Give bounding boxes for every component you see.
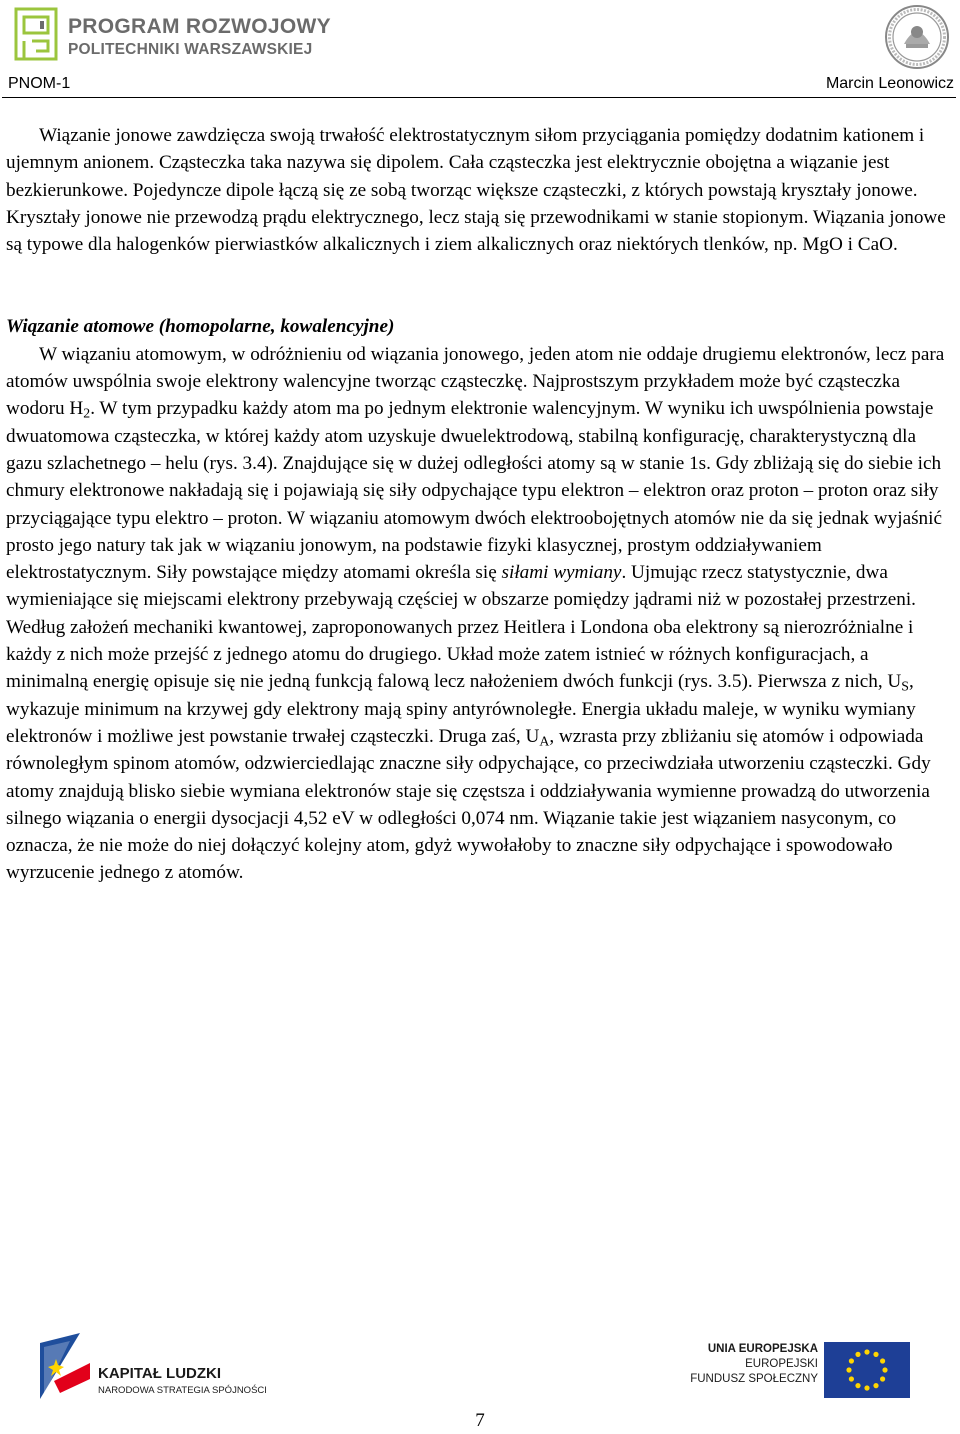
program-rozwojowy-mark-icon — [14, 7, 60, 61]
eu-fund-line-1: EUROPEJSKI — [745, 1358, 818, 1370]
program-rozwojowy-logo — [14, 7, 331, 65]
section-heading: Wiązanie atomowe (homopolarne, kowalencyjne) — [6, 316, 395, 338]
subscript-a: A — [539, 733, 550, 749]
eu-social-fund-text — [690, 1342, 818, 1387]
subscript-s: S — [901, 678, 909, 694]
eu-fund-line-2: FUNDUSZ SPOŁECZNY — [690, 1373, 818, 1385]
text-run: . Ujmując rzecz statystycznie, dwa wymieniające się miejscami elektrony przebywają częściej w obszarze pomiędzy jądrami niż w pozostałej przestrzeni. Według założeń mechaniki kwantowej, zaproponowanych przez Heitlera i Londona oba elektrony są nierozróżnialne i każdy z nich może przejść z jednego atomu do drugiego. Układ może zatem istnieć w różnych konfiguracjach, a minimalną energię opisuje się nie jedną funkcją falową lecz nałożeniem dwóch funkcji (rys. 3.5). Pierwsza z nich, U — [6, 562, 916, 693]
running-head — [2, 71, 956, 98]
kapital-ludzki-subtitle: NARODOWA STRATEGIA SPÓJNOŚCI — [98, 1385, 267, 1396]
document-body — [6, 122, 952, 887]
eu-social-fund-logo — [690, 1342, 910, 1394]
course-code: PNOM-1 — [8, 75, 71, 92]
text-run: . W tym przypadku każdy atom ma po jednym elektronie walencyjnym. W wyniku ich uwspólnienia powstaje dwuatomowa cząsteczka, w której każdy atom uzyskuje dwuelektrodową, stabilną konfigurację, charakterystyczną dla gazu szlachetnego – helu (rys. 3.4). Znajdujące się w dużej odległości atomy są w stanie 1s. Gdy zbliżają się do siebie ich chmury elektronowe nakładają się i pojawiają się siły odpychające typu elektron – elektron oraz proton – proton oraz siły przyciągające typu elektro – proton. W wiązaniu atomowym dwóch elektroobojętnych atomów nie da się jednak wyjaśnić prosto jego natury tak jak w wiązaniu jonowym, na podstawie fizyki klasycznej, prostym oddziaływaniem elektrostatycznym. Siły powstające między atomami określa się — [6, 398, 942, 584]
paragraph-spacer — [6, 258, 952, 313]
eu-title: UNIA EUROPEJSKA — [707, 1343, 818, 1355]
italic-term-exchange-forces: siłami wymiany — [501, 562, 622, 584]
kapital-ludzki-mark-icon — [40, 1333, 92, 1399]
university-seal-icon — [884, 4, 950, 70]
politechnika-warszawska-title: POLITECHNIKI WARSZAWSKIEJ — [68, 41, 313, 58]
paragraph-covalent-bond — [6, 341, 952, 887]
kapital-ludzki-title: KAPITAŁ LUDZKI — [98, 1365, 222, 1382]
kapital-ludzki-logo — [40, 1333, 300, 1399]
text-run: W wiązaniu atomowym, w odróżnieniu od wiązania jonowego, jeden atom nie oddaje drugiemu elektronów, lecz para atomów uwspólnia swoje elektrony walencyjne tworząc cząsteczkę. Najprostszym przykładem może być cząsteczka wodoru H — [6, 343, 945, 420]
header-logos — [0, 0, 960, 72]
page-number: 7 — [475, 1410, 485, 1431]
text-run: , wykazuje minimum na krzywej gdy elektrony mają spiny antyrównoległe. Energia układu maleje, w wyniku wymiany elektronów i możliwe jest powstanie trwałej cząsteczki. Druga zaś, U — [6, 671, 916, 747]
eu-flag-icon — [824, 1342, 910, 1398]
program-rozwojowy-title: PROGRAM ROZWOJOWY — [68, 15, 331, 38]
author-name: Marcin Leonowicz — [825, 75, 954, 92]
paragraph-ionic-bond: Wiązanie jonowe zawdzięcza swoją trwałość elektrostatycznym siłom przyciągania pomiędzy dodatnim kationem i ujemnym anionem. Cząsteczka taka nazywa się dipolem. Cała cząsteczka jest elektrycznie obojętna a wiązanie jest bezkierunkowe. Pojedyncze dipole łączą się ze sobą tworząc większe cząsteczki, z których powstają kryształy jonowe. Kryształy jonowe nie przewodzą prądu elektrycznego, lecz stają się przewodnikami w stanie stopionym. Wiązania jonowe są typowe dla halogenków pierwiastków alkalicznych i ziem alkalicznych oraz niektórych tlenków, np. MgO i CaO. — [6, 125, 946, 256]
footer-logos — [0, 1325, 960, 1405]
subscript-2: 2 — [83, 405, 91, 421]
text-run: , wzrasta przy zbliżaniu się atomów i odpowiada równoległym spinom atomów, odzwierciedlając znaczne siły odpychające, co przeciwdziała utworzeniu cząsteczki. Gdy atomy znajdują blisko siebie wymiana elektronów staje się częstsza i oddziaływania wymienne prowadzą do utworzenia silnego wiązania o energii dysocjacji 4,52 eV w odległości 0,074 nm. Wiązanie takie jest wiązaniem nasyconym, co oznacza, że nie może do niej dołączyć kolejny atom, gdyż wywołałoby to znaczne siły odpychające i spowodowało wyrzucenie jednego z atomów. — [6, 725, 931, 884]
